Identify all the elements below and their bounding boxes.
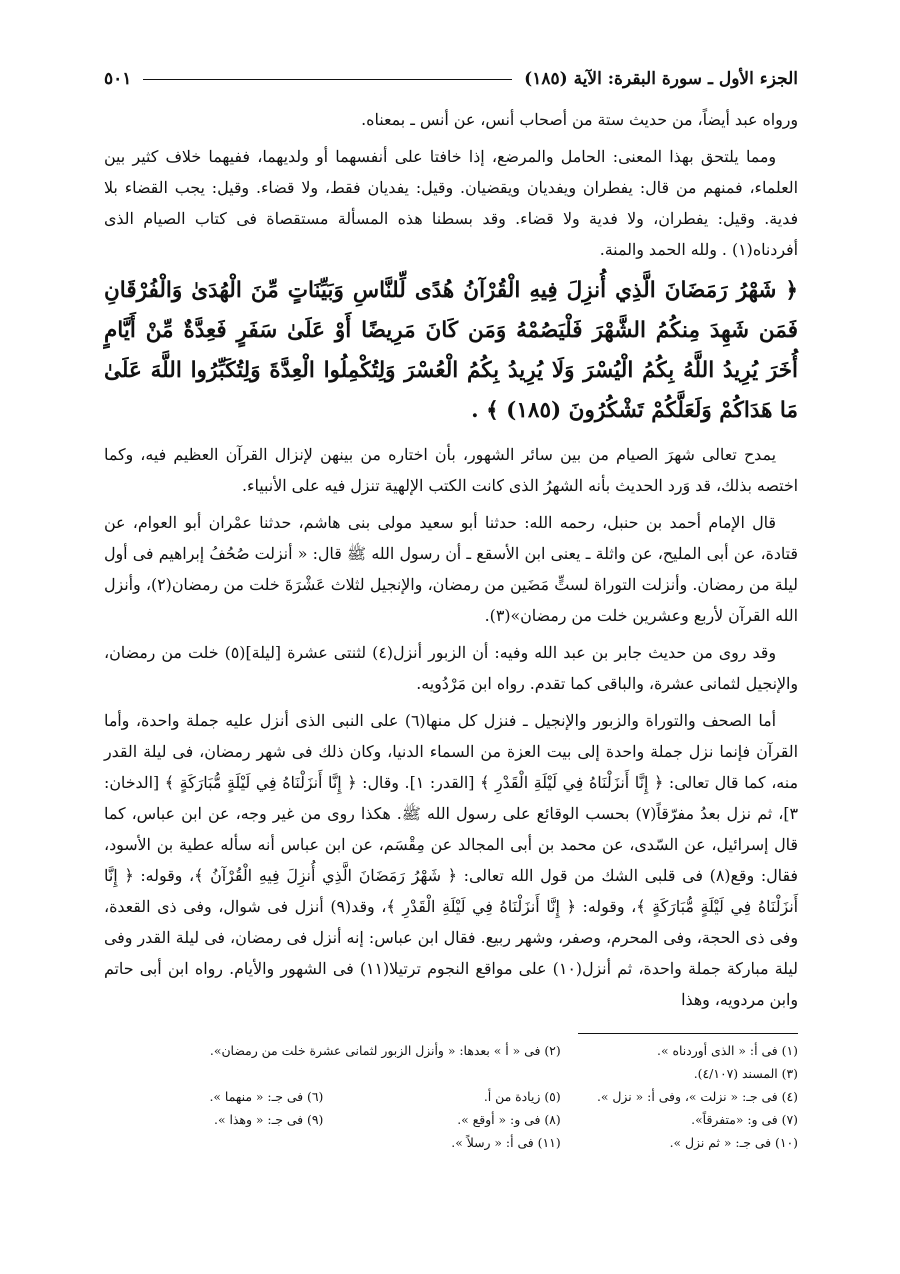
main-text xyxy=(104,104,798,1015)
footnote-5: (٥) زيادة من أ. xyxy=(483,1089,561,1104)
paragraph-4: قال الإمام أحمد بن حنبل، رحمه الله: حدثنا أبو سعيد مولى بنى هاشم، حدثنا عمْران أبو العوام، عن قتادة، عن أبى المليح، عن واثلة ـ يعنى ابن الأسقع ـ أن رسول الله ﷺ قال: « أنزلت صُحُفُ إبراهيم فى أول ليلة من رمضان. وأنزلت التوراة لستٍّ مَضَين من رمضان، والإنجيل لثلاث عَشْرَةَ خلت من رمضان(٢)، وأنزل الله القرآن لأربع وعشرين خلت من رمضان»(٣). xyxy=(104,513,798,625)
paragraph-3: يمدح تعالى شهرَ الصيام من بين سائر الشهور، بأن اختاره من بينهن لإنزال القرآن العظيم فيه، وكما اختصه بذلك، قد وَرد الحديث بأنه الشهرُ الذى كانت الكتب الإلهية تنزل فيه على الأنبياء. xyxy=(104,445,798,495)
footnote-rule xyxy=(578,1033,798,1034)
running-title: الجزء الأول ـ سورة البقرة: الآية (١٨٥) xyxy=(524,69,798,89)
footnotes xyxy=(104,1040,798,1153)
paragraph-5: وقد روى من حديث جابر بن عبد الله وفيه: أن الزبور أنزل(٤) لثنتى عشرة [ليلة](٥) خلت من رمضان، والإنجيل لثمانى عشرة، والباقى كما تقدم. رواه ابن مَرْدُويه. xyxy=(104,643,798,693)
paragraph-6: أما الصحف والتوراة والزبور والإنجيل ـ فنزل كل منها(٦) على النبى الذى أنزل عليه جملة واحدة، وأما القرآن فإنما نزل جملة واحدة إلى بيت العزة من السماء الدنيا، وكان ذلك فى شهر رمضان، فى ليلة القدر منه، كما قال تعالى: ﴿ إِنَّا أَنزَلْنَاهُ فِي لَيْلَةِ الْقَدْرِ ﴾ [القدر: ١]. وقال: ﴿ إِنَّا أَنزَلْنَاهُ فِي لَيْلَةٍ مُّبَارَكَةٍ ﴾ [الدخان: ٣]، ثم نزل بعدُ مفرّقاً(٧) بحسب الوقائع على رسول الله ﷺ. هكذا روى من غير وجه، عن ابن عباس، كما قال إسرائيل، عن السّدى، عن محمد بن أبى المجالد عن مِقْسَم، عن ابن عباس أنه سأله عطية بن الأسود، فقال: وقع(٨) فى قلبى الشك من قول الله تعالى: ﴿ شَهْرُ رَمَضَانَ الَّذِي أُنزِلَ فِيهِ الْقُرْآنُ ﴾، وقوله: ﴿ إِنَّا أَنزَلْنَاهُ فِي لَيْلَةٍ مُّبَارَكَةٍ ﴾، وقوله: ﴿ إِنَّا أَنزَلْنَاهُ فِي لَيْلَةِ الْقَدْرِ ﴾، وقد(٩) أنزل فى شوال، وفى ذى القعدة، وفى ذى الحجة، وفى المحرم، وصفر، وشهر ربيع. فقال ابن عباس: إنه أنزل فى رمضان، فى ليلة القدر وفى ليلة مباركة جملة واحدة، ثم أنزل(١٠) على مواقع النجوم ترتيلا(١١) فى الشهور والأيام. رواه ابن أبى حاتم وابن مردويه، وهذا xyxy=(104,711,799,1009)
footnote-9: (٩) فى جـ: « وهذا ». xyxy=(214,1112,324,1127)
footnote-10: (١٠) فى جـ: « ثم نزل ». xyxy=(669,1135,798,1150)
footnote-spacer xyxy=(341,1063,560,1084)
footnote-11: (١١) فى أ: « رسلاً ». xyxy=(451,1135,561,1150)
quran-verse-block: ﴿ شَهْرُ رَمَضَانَ الَّذِي أُنزِلَ فِيهِ الْقُرْآنُ هُدًى لِّلنَّاسِ وَبَيِّنَاتٍ مِّنَ الْهُدَىٰ وَالْفُرْقَانِ فَمَن شَهِدَ مِنكُمُ الشَّهْرَ فَلْيَصُمْهُ وَمَن كَانَ مَرِيضًا أَوْ عَلَىٰ سَفَرٍ فَعِدَّةٌ مِّنْ أَيَّامٍ أُخَرَ يُرِيدُ اللَّهُ بِكُمُ الْيُسْرَ وَلَا يُرِيدُ بِكُمُ الْعُسْرَ وَلِتُكْمِلُوا الْعِدَّةَ وَلِتُكَبِّرُوا اللَّهَ عَلَىٰ مَا هَدَاكُمْ وَلَعَلَّكُمْ تَشْكُرُونَ (١٨٥) ﴾ . xyxy=(104,278,798,423)
header-rule xyxy=(143,79,512,80)
page-number: ٥٠١ xyxy=(104,69,132,89)
footnote-2: (٢) فى « أ » بعدها: « وأنزل الزبور لثمانى عشرة خلت من رمضان». xyxy=(209,1043,561,1058)
footnote-3: (٣) المسند (٤/١٠٧). xyxy=(693,1066,798,1081)
footnote-1: (١) فى أ: « الذى أوردناه ». xyxy=(657,1043,798,1058)
footnote-6: (٦) فى جـ: « منهما ». xyxy=(209,1089,324,1104)
paragraph-2: ومما يلتحق بهذا المعنى: الحامل والمرضع، إذا خافتا على أنفسهما أو ولديهما، ففيهما خلاف كثير بين العلماء، فمنهم من قال: يفطران ويفديان ويقضيان. وقيل: يفديان فقط، ولا قضاء. وقيل: يجب القضاء بلا فدية. وقيل: يفطران، ولا فدية ولا قضاء. وقد بسطنا هذه المسألة مستقصاة فى كتاب الصيام الذى أفردناه(١) . ولله الحمد والمنة. xyxy=(104,147,798,259)
footnote-7: (٧) فى و: «متفرقاً». xyxy=(691,1112,798,1127)
paragraph-1: ورواه عبد أيضاً، من حديث ستة من أصحاب أنس، عن أنس ـ بمعناه. xyxy=(361,110,798,129)
running-header xyxy=(104,64,798,94)
footnote-4: (٤) فى جـ: « نزلت »، وفى أ: « نزل ». xyxy=(596,1089,798,1104)
footnote-8: (٨) فى و: « أوقع ». xyxy=(457,1112,561,1127)
footnote-spacer xyxy=(104,1063,323,1084)
